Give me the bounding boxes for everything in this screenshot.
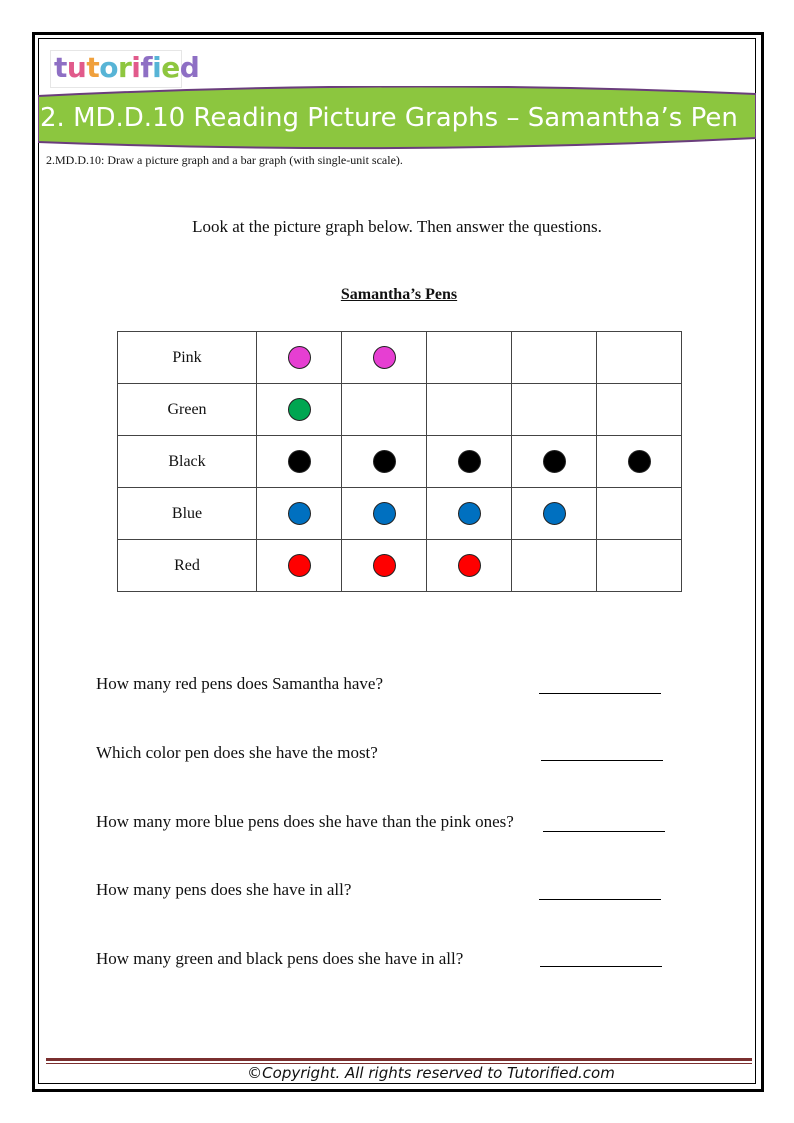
graph-row-green bbox=[118, 384, 682, 436]
logo-letter: o bbox=[99, 51, 118, 84]
worksheet-title: 2. MD.D.10 Reading Picture Graphs – Samantha’s Pen bbox=[40, 103, 738, 133]
graph-cell bbox=[257, 384, 342, 436]
graph-cell bbox=[427, 540, 512, 592]
logo-letter: r bbox=[117, 51, 132, 84]
graph-cell bbox=[342, 436, 427, 488]
graph-cell bbox=[512, 332, 597, 384]
graph-row-label: Blue bbox=[118, 488, 257, 540]
answer-line-4[interactable] bbox=[539, 898, 661, 900]
graph-cell bbox=[257, 332, 342, 384]
graph-cell bbox=[342, 332, 427, 384]
answer-line-3[interactable] bbox=[543, 830, 665, 832]
logo-wordmark bbox=[54, 51, 199, 85]
answer-line-5[interactable] bbox=[540, 965, 662, 967]
graph-cell bbox=[427, 332, 512, 384]
pen-dot-icon bbox=[543, 502, 566, 525]
graph-cell bbox=[597, 540, 682, 592]
copyright-text: ©Copyright. All rights reserved to Tutorified.com bbox=[247, 1064, 615, 1082]
graph-row-label: Red bbox=[118, 540, 257, 592]
graph-row-blue bbox=[118, 488, 682, 540]
graph-cell bbox=[597, 332, 682, 384]
logo-letter: e bbox=[161, 51, 180, 84]
pen-dot-icon bbox=[288, 502, 311, 525]
standard-text: 2.MD.D.10: Draw a picture graph and a bar graph (with single-unit scale). bbox=[46, 153, 403, 167]
graph-cell bbox=[597, 488, 682, 540]
graph-cell bbox=[597, 384, 682, 436]
pen-dot-icon bbox=[373, 502, 396, 525]
pen-dot-icon bbox=[288, 346, 311, 369]
picture-graph bbox=[117, 331, 682, 592]
logo-letter: i bbox=[131, 51, 141, 84]
footer-rule bbox=[46, 1058, 752, 1061]
answer-line-2[interactable] bbox=[541, 759, 663, 761]
instruction-text: Look at the picture graph below. Then answer the questions. bbox=[192, 217, 602, 236]
logo-letter: d bbox=[179, 51, 200, 84]
graph-cell bbox=[512, 384, 597, 436]
pen-dot-icon bbox=[458, 502, 481, 525]
picture-graph-title: Samantha’s Pens bbox=[340, 286, 458, 303]
graph-cell bbox=[342, 540, 427, 592]
question-4: How many pens does she have in all? bbox=[96, 880, 352, 899]
tutorified-logo bbox=[50, 50, 200, 88]
pen-dot-icon bbox=[628, 450, 651, 473]
pen-dot-icon bbox=[373, 554, 396, 577]
question-3: How many more blue pens does she have than the pink ones? bbox=[96, 812, 514, 831]
graph-cell bbox=[597, 436, 682, 488]
pen-dot-icon bbox=[288, 398, 311, 421]
pen-dot-icon bbox=[288, 450, 311, 473]
logo-letter: t bbox=[54, 51, 67, 84]
graph-cell bbox=[342, 488, 427, 540]
graph-cell bbox=[427, 384, 512, 436]
graph-cell bbox=[257, 436, 342, 488]
title-banner bbox=[38, 86, 756, 150]
logo-letter: t bbox=[86, 51, 100, 84]
question-1: How many red pens does Samantha have? bbox=[96, 674, 384, 693]
graph-cell bbox=[512, 488, 597, 540]
pen-dot-icon bbox=[458, 554, 481, 577]
graph-row-label: Black bbox=[118, 436, 257, 488]
pen-dot-icon bbox=[543, 450, 566, 473]
logo-letter: i bbox=[152, 51, 162, 84]
graph-cell bbox=[512, 436, 597, 488]
question-2: Which color pen does she have the most? bbox=[96, 743, 378, 762]
pen-dot-icon bbox=[458, 450, 481, 473]
graph-row-label: Green bbox=[118, 384, 257, 436]
graph-cell bbox=[512, 540, 597, 592]
pen-dot-icon bbox=[288, 554, 311, 577]
logo-letter: u bbox=[66, 51, 87, 84]
question-5: How many green and black pens does she have in all? bbox=[96, 949, 464, 968]
graph-cell bbox=[257, 488, 342, 540]
graph-row-pink bbox=[118, 332, 682, 384]
graph-row-black bbox=[118, 436, 682, 488]
logo-letter: f bbox=[140, 51, 153, 84]
graph-row-red bbox=[118, 540, 682, 592]
graph-cell bbox=[427, 436, 512, 488]
graph-cell bbox=[342, 384, 427, 436]
answer-line-1[interactable] bbox=[539, 692, 661, 694]
graph-row-label: Pink bbox=[118, 332, 257, 384]
pen-dot-icon bbox=[373, 346, 396, 369]
graph-cell bbox=[427, 488, 512, 540]
graph-cell bbox=[257, 540, 342, 592]
pen-dot-icon bbox=[373, 450, 396, 473]
